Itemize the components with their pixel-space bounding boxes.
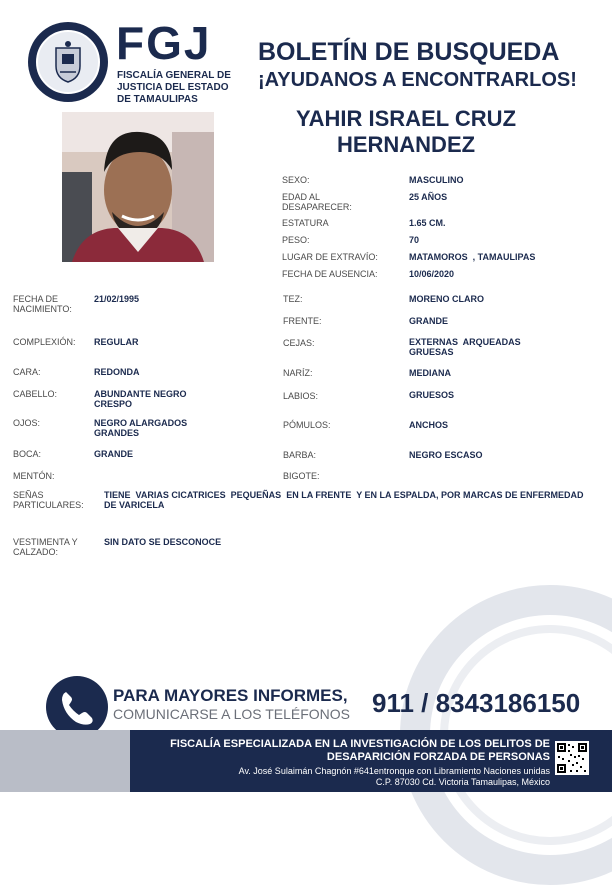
phone-icon [46, 676, 108, 738]
field-vestimenta-label: VESTIMENTA Y CALZADO: [13, 537, 78, 557]
field-barba-value: NEGRO ESCASO [409, 450, 483, 460]
field-sexo-value: MASCULINO [409, 175, 464, 185]
field-ojos-label: OJOS: [13, 418, 41, 428]
field-frente-value: GRANDE [409, 316, 449, 326]
field-boca-label: BOCA: [13, 449, 42, 459]
field-estatura-value: 1.65 CM. [409, 218, 446, 228]
agency-acronym: FGJ [116, 17, 212, 69]
field-pomulos-value: ANCHOS [409, 420, 449, 430]
field-tez-value: MORENO CLARO [409, 294, 484, 304]
field-complexion-label: COMPLEXIÓN: [13, 337, 76, 347]
field-senas-value: TIENE VARIAS CICATRICES PEQUEÑAS EN LA FRENTE Y EN LA ESPALDA, POR MARCAS DE ENFERMEDAD DE VARICELA [104, 490, 587, 510]
field-labios-label: LABIOS: [283, 391, 319, 401]
field-nacimiento-value: 21/02/1995 [94, 294, 140, 304]
agency-name-line2: JUSTICIA DEL ESTADO [117, 82, 229, 93]
field-edad-value: 25 AÑOS [409, 192, 448, 202]
field-boca-value: GRANDE [94, 449, 134, 459]
field-cara-label: CARA: [13, 367, 41, 377]
field-ojos-value: NEGRO ALARGADOS GRANDES [94, 418, 188, 438]
footer-band-accent [0, 730, 130, 792]
field-menton-label: MENTÓN: [13, 471, 55, 481]
field-cara-value: REDONDA [94, 367, 140, 377]
footer-title-line1: FISCALÍA ESPECIALIZADA EN LA INVESTIGACIÓN DE LOS DELITOS DE [170, 738, 550, 750]
field-fecha-ausencia-value: 10/06/2020 [409, 269, 455, 279]
field-edad-label: EDAD AL DESAPARECER: [282, 192, 352, 212]
missing-person-photo [62, 112, 214, 262]
field-labios-value: GRUESOS [409, 390, 455, 400]
field-nacimiento-label: FECHA DE NACIMIENTO: [13, 294, 72, 314]
field-peso-value: 70 [409, 235, 420, 245]
agency-name-line1: FISCALÍA GENERAL DE [117, 70, 231, 81]
agency-name-line3: DE TAMAULIPAS [117, 94, 198, 105]
field-peso-label: PESO: [282, 235, 310, 245]
field-nariz-label: NARÍZ: [283, 368, 313, 378]
field-barba-label: BARBA: [283, 450, 317, 460]
footer-address-line2: C.P. 87030 Cd. Victoria Tamaulipas, México [375, 777, 550, 787]
field-cabello-label: CABELLO: [13, 389, 58, 399]
field-cabello-value: ABUNDANTE NEGRO CRESPO [94, 389, 187, 409]
person-name-line1: YAHIR ISRAEL CRUZ [295, 106, 517, 131]
field-sexo-label: SEXO: [282, 175, 310, 185]
field-lugar-value: MATAMOROS , TAMAULIPAS [409, 252, 536, 262]
contact-line1: PARA MAYORES INFORMES, [113, 686, 348, 705]
bulletin-title: BOLETÍN DE BUSQUEDA [258, 38, 560, 66]
field-senas-label: SEÑAS PARTICULARES: [13, 490, 84, 510]
qr-code-icon [555, 741, 589, 775]
footer-address-line1: Av. José Sulaimán Chagnón #641entronque con Libramiento Naciones unidas [238, 766, 550, 776]
field-lugar-label: LUGAR DE EXTRAVÍO: [282, 252, 378, 262]
state-seal-icon [28, 22, 108, 102]
bulletin-subtitle: ¡AYUDANOS A ENCONTRARLOS! [258, 69, 577, 91]
field-cejas-value: EXTERNAS ARQUEADAS GRUESAS [409, 337, 524, 357]
field-complexion-value: REGULAR [94, 337, 139, 347]
contact-phone: 911 / 8343186150 [372, 688, 581, 718]
field-frente-label: FRENTE: [283, 316, 322, 326]
person-name-line2: HERNANDEZ [336, 132, 476, 157]
field-estatura-label: ESTATURA [282, 218, 329, 228]
field-pomulos-label: PÓMULOS: [283, 420, 331, 430]
contact-line2: COMUNICARSE A LOS TELÉFONOS [113, 706, 351, 722]
field-tez-label: TEZ: [283, 294, 303, 304]
field-bigote-label: BIGOTE: [283, 471, 320, 481]
field-fecha-ausencia-label: FECHA DE AUSENCIA: [282, 269, 378, 279]
footer-title-line2: DESAPARICIÓN FORZADA DE PERSONAS [326, 751, 550, 763]
field-nariz-value: MEDIANA [409, 368, 451, 378]
field-vestimenta-value: SIN DATO SE DESCONOCE [104, 537, 222, 547]
field-cejas-label: CEJAS: [283, 338, 315, 348]
